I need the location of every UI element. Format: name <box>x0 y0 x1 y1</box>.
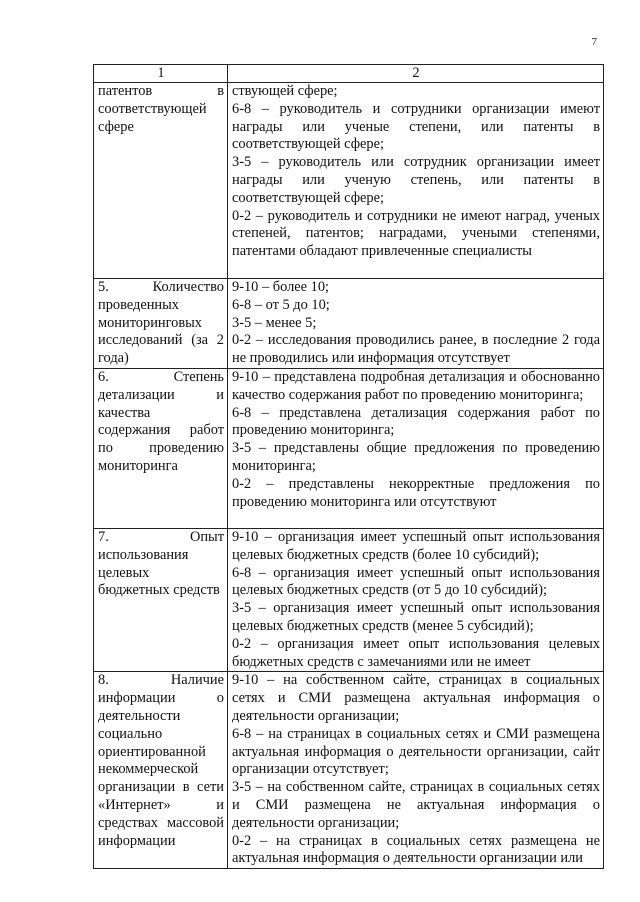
scores-cell <box>228 528 604 671</box>
score-line: 6-8 – на страницах в социальных сетях и СМИ размещена актуальная информация о деятельности организации, сайт организации отсутствует; <box>232 725 600 778</box>
score-line: 9-10 – более 10; <box>232 279 330 295</box>
table-row <box>94 83 604 279</box>
score-line: 3-5 – на собственном сайте, страницах в социальных сетях и СМИ размещена не актуальная информация о деятельности организации; <box>232 779 600 831</box>
criterion-cell: 6. Степень детализации и качества содержания работ по проведению мониторинга <box>94 368 228 528</box>
column-header-2: 2 <box>228 65 604 83</box>
score-line: 6-8 – представлена детализация содержания работ по проведению мониторинга; <box>232 404 600 439</box>
criteria-table <box>93 64 604 869</box>
page-number: 7 <box>591 36 597 48</box>
score-line: 0-2 – организация имеет опыт использования целевых бюджетных средств с замечаниями или не имеет <box>232 635 600 670</box>
scores-cell <box>228 368 604 528</box>
criterion-cell: 7. Опыт использования целевых бюджетных средств <box>94 528 228 671</box>
score-line: 0-2 – исследования проводились ранее, в последние 2 года не проводились или информация отсутствует <box>232 332 600 367</box>
score-line: 0-2 – на страницах в социальных сетях размещена не актуальная информация о деятельности организации или <box>232 832 600 867</box>
scores-cell <box>228 672 604 869</box>
criterion-cell: патентов в соответствующей сфере <box>94 83 228 279</box>
column-header-1: 1 <box>94 65 228 83</box>
scores-cell <box>228 279 604 369</box>
score-line: 3-5 – организация имеет успешный опыт использования целевых бюджетных средств (менее 5 субсидий); <box>232 600 600 634</box>
score-line: 0-2 – руководитель и сотрудники не имеют наград, ученых степеней, патентов; наградами, учеными степенями, патентами обладают привлеченные специалисты <box>232 207 600 260</box>
score-line: 3-5 – представлены общие предложения по проведению мониторинга; <box>232 440 600 474</box>
table-row <box>94 279 604 369</box>
criterion-cell: 5. Количество проведенных мониторинговых исследований (за 2 года) <box>94 279 228 369</box>
table-row <box>94 368 604 528</box>
scores-cell <box>228 83 604 279</box>
score-line: 6-8 – от 5 до 10; <box>232 296 330 313</box>
criterion-cell: 8. Наличие информации о деятельности социально ориентированной некоммерческой организации в сети «Интернет» и средствах массовой информации <box>94 672 228 869</box>
score-line: 9-10 – на собственном сайте, страницах в социальных сетях и СМИ размещена актуальная информация о деятельности организации; <box>232 672 600 724</box>
score-line: 9-10 – организация имеет успешный опыт использования целевых бюджетных средств (более 10 субсидий); <box>232 528 600 563</box>
score-line: 6-8 – руководитель и сотрудники организации имеют награды или ученые степени, или патенты в соответствующей сфере; <box>232 100 600 153</box>
table-row <box>94 672 604 869</box>
score-line: 3-5 – менее 5; <box>232 314 317 331</box>
score-line: 3-5 – руководитель или сотрудник организации имеет награды или ученую степень, или патенты в соответствующей сфере; <box>232 154 600 206</box>
score-line: 9-10 – представлена подробная детализация и обоснованно качество содержания работ по проведению мониторинга; <box>232 368 600 403</box>
score-line: ствующей сфере; <box>232 83 338 99</box>
table-header-row <box>94 65 604 83</box>
score-line: 6-8 – организация имеет успешный опыт использования целевых бюджетных средств (от 5 до 10 субсидий); <box>232 564 600 599</box>
table-row <box>94 528 604 671</box>
score-line: 0-2 – представлены некорректные предложения по проведению мониторинга или отсутствуют <box>232 475 600 510</box>
